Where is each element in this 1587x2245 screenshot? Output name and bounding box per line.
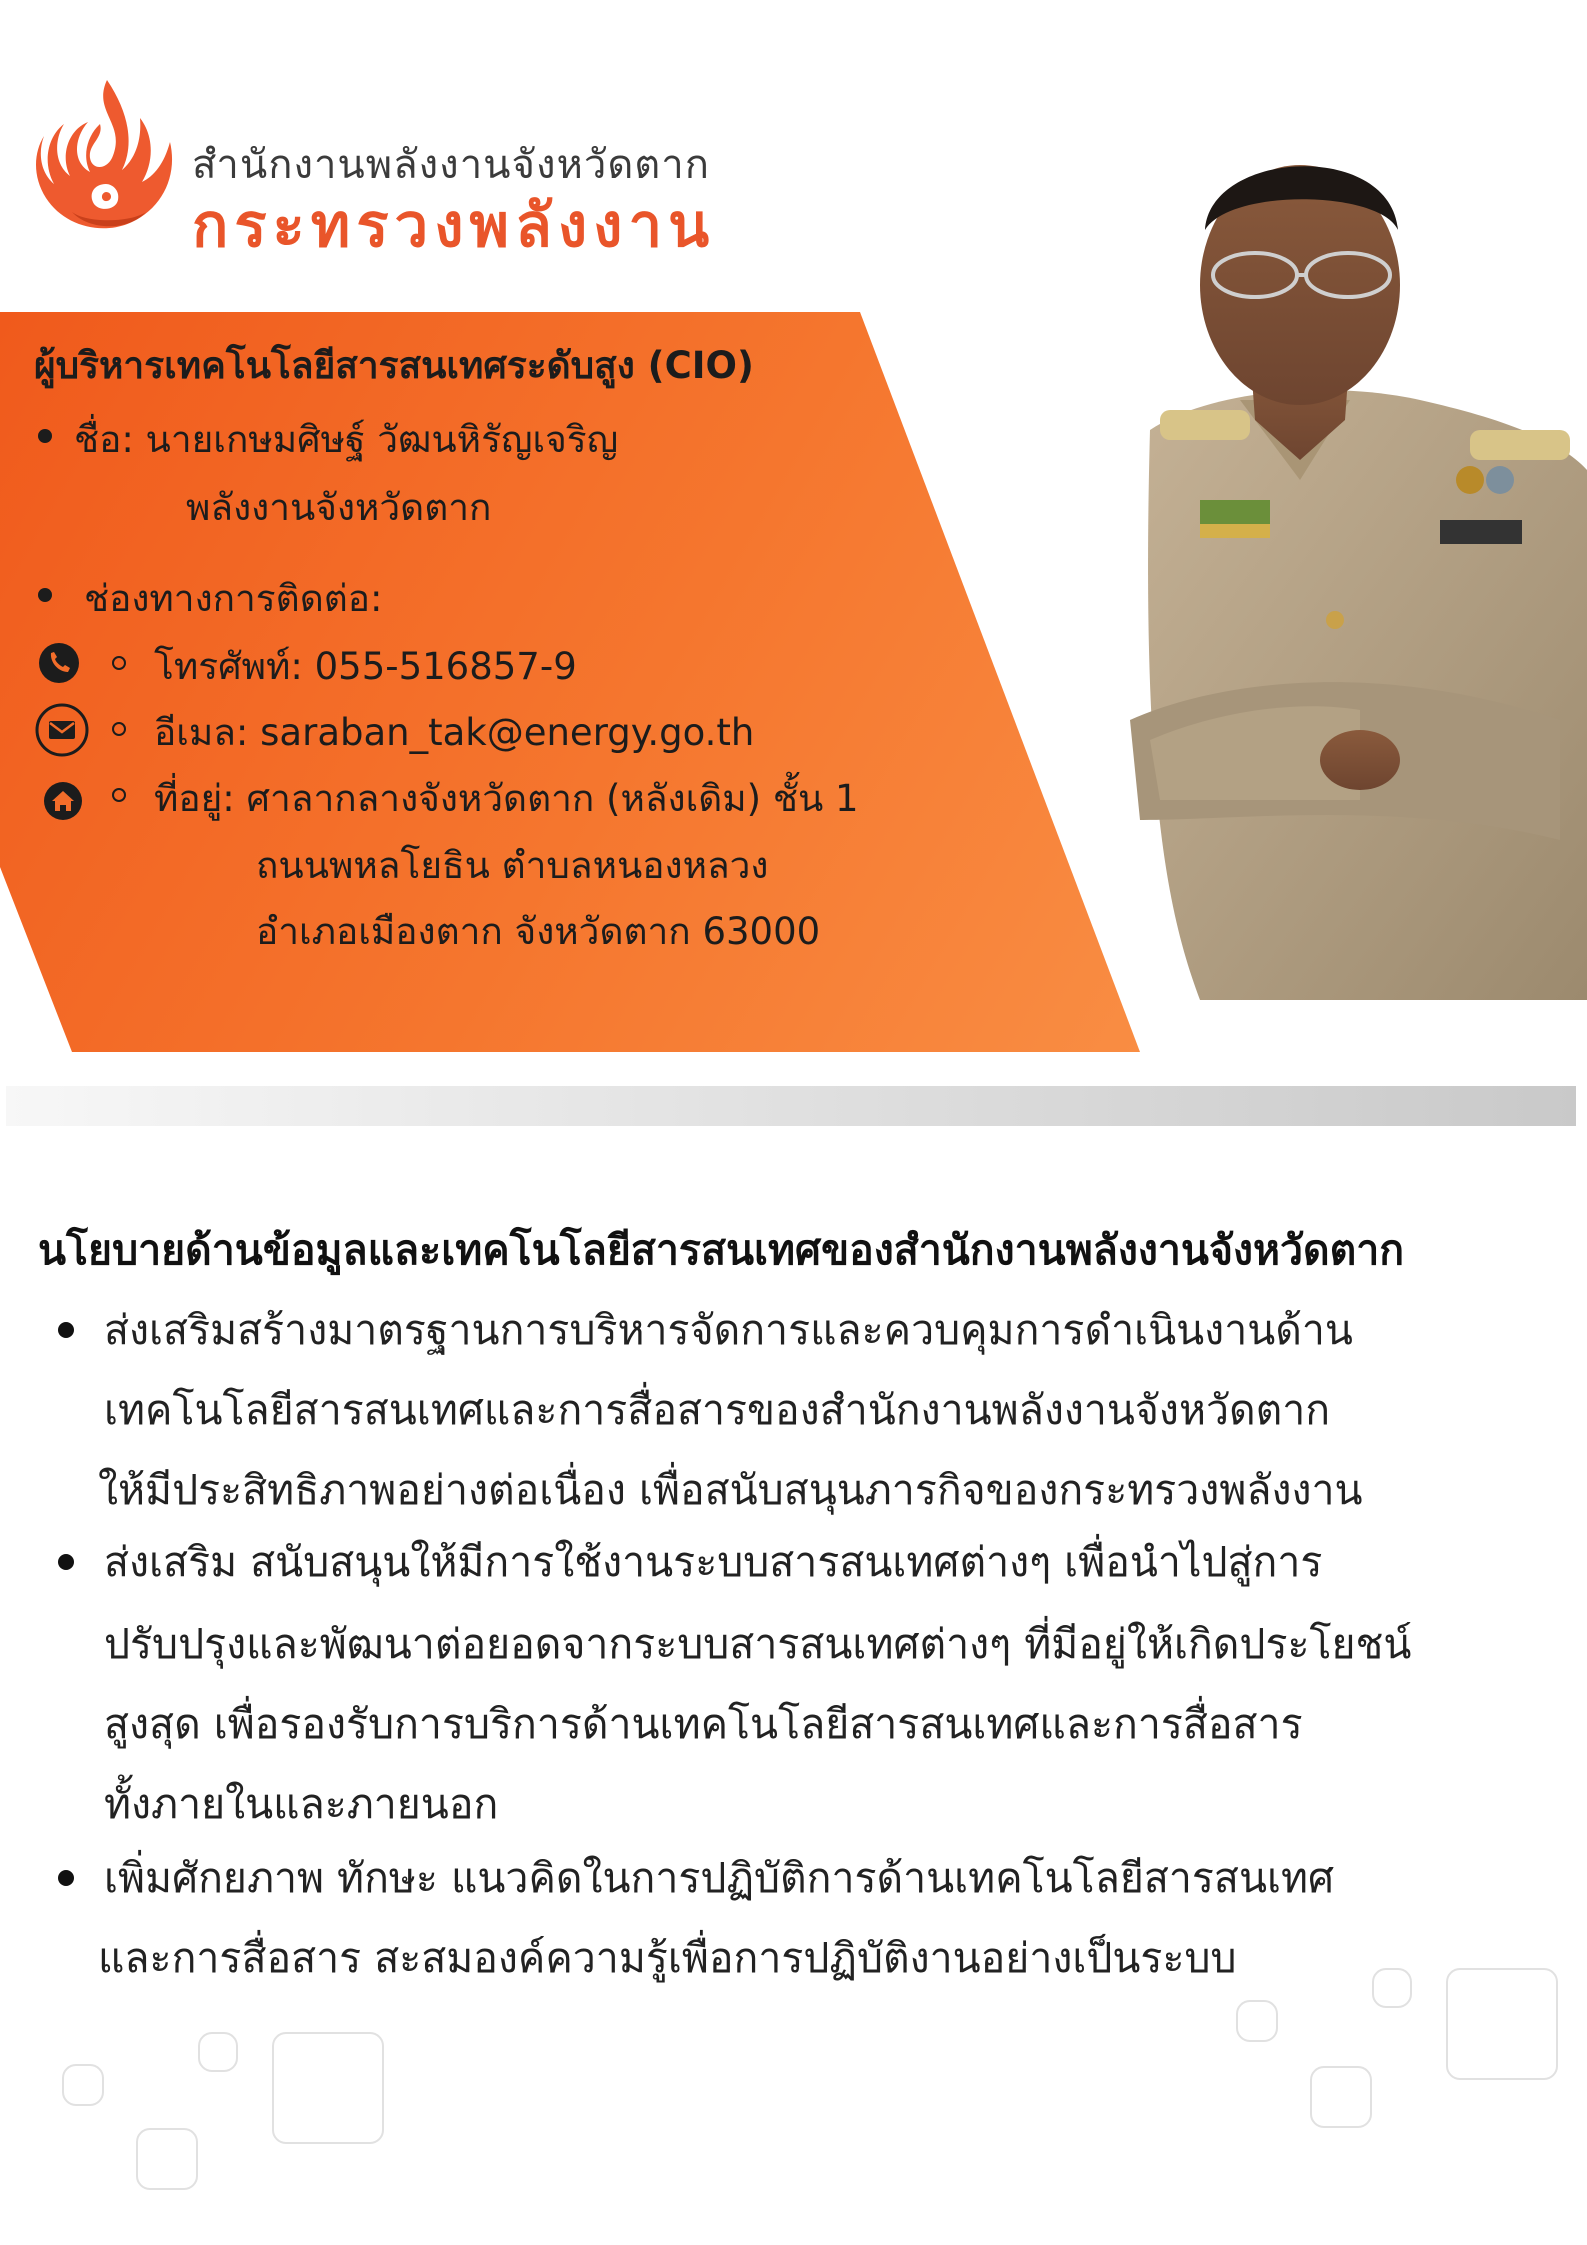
address-line-1: ที่อยู่: ศาลากลางจังหวัดตาก (หลังเดิม) ชั้น 1 xyxy=(154,777,859,820)
policy-line: สูงสุด เพื่อรองรับการบริการด้านเทคโนโลยีสารสนเทศและการสื่อสาร xyxy=(104,1700,1303,1748)
org-name: สำนักงานพลังงานจังหวัดตาก xyxy=(192,142,710,188)
decorative-square xyxy=(1236,2000,1278,2042)
name-label: ชื่อ: นายเกษมศิษฐ์ วัฒนหิรัญเจริญ xyxy=(74,418,619,461)
cio-title: ผู้บริหารเทคโนโลยีสารสนเทศระดับสูง (CIO) xyxy=(34,344,754,387)
divider-bar xyxy=(6,1086,1576,1126)
address-line-3: อำเภอเมืองตาก จังหวัดตาก 63000 xyxy=(256,910,821,953)
policy-line: และการสื่อสาร สะสมองค์ความรู้เพื่อการปฏิบัติงานอย่างเป็นระบบ xyxy=(98,1934,1237,1982)
position-label: พลังงานจังหวัดตาก xyxy=(186,486,492,529)
ministry-flame-logo xyxy=(32,72,182,244)
decorative-square xyxy=(272,2032,384,2144)
policy-line: ส่งเสริม สนับสนุนให้มีการใช้งานระบบสารสนเทศต่างๆ เพื่อนำไปสู่การ xyxy=(104,1538,1323,1586)
email-sub-bullet xyxy=(112,722,126,736)
policy-title: นโยบายด้านข้อมูลและเทคโนโลยีสารสนเทศของสำนักงานพลังงานจังหวัดตาก xyxy=(38,1226,1405,1274)
policy-bullet xyxy=(58,1870,74,1886)
ministry-name: กระทรวงพลังงาน xyxy=(192,191,716,261)
address-line-2: ถนนพหลโยธิน ตำบลหนองหลวง xyxy=(256,844,769,887)
decorative-square xyxy=(136,2128,198,2190)
policy-line: ทั้งภายในและภายนอก xyxy=(104,1780,499,1828)
phone-icon xyxy=(36,640,82,686)
decorative-square xyxy=(198,2032,238,2072)
home-icon xyxy=(40,778,86,824)
phone-sub-bullet xyxy=(112,656,126,670)
email-address[interactable]: อีเมล: saraban_tak@energy.go.th xyxy=(154,711,755,754)
policy-line: เทคโนโลยีสารสนเทศและการสื่อสารของสำนักงานพลังงานจังหวัดตาก xyxy=(104,1386,1331,1434)
email-icon xyxy=(34,702,90,758)
policy-line: ปรับปรุงและพัฒนาต่อยอดจากระบบสารสนเทศต่างๆ ที่มีอยู่ให้เกิดประโยชน์ xyxy=(104,1620,1412,1668)
decorative-square xyxy=(1446,1968,1558,2080)
phone-number[interactable]: โทรศัพท์: 055-516857-9 xyxy=(154,645,577,688)
policy-bullet xyxy=(58,1554,74,1570)
policy-line: เพิ่มศักยภาพ ทักษะ แนวคิดในการปฏิบัติการด้านเทคโนโลยีสารสนเทศ xyxy=(104,1854,1335,1902)
policy-line: ให้มีประสิทธิภาพอย่างต่อเนื่อง เพื่อสนับสนุนภารกิจของกระทรวงพลังงาน xyxy=(98,1466,1363,1514)
decorative-square xyxy=(1372,1968,1412,2008)
policy-line: ส่งเสริมสร้างมาตรฐานการบริหารจัดการและควบคุมการดำเนินงานด้าน xyxy=(104,1306,1353,1354)
decorative-square xyxy=(62,2064,104,2106)
contact-bullet xyxy=(38,588,52,602)
address-sub-bullet xyxy=(112,788,126,802)
policy-bullet xyxy=(58,1322,74,1338)
name-bullet xyxy=(38,429,52,443)
decorative-square xyxy=(1310,2066,1372,2128)
contact-label: ช่องทางการติดต่อ: xyxy=(84,577,383,620)
